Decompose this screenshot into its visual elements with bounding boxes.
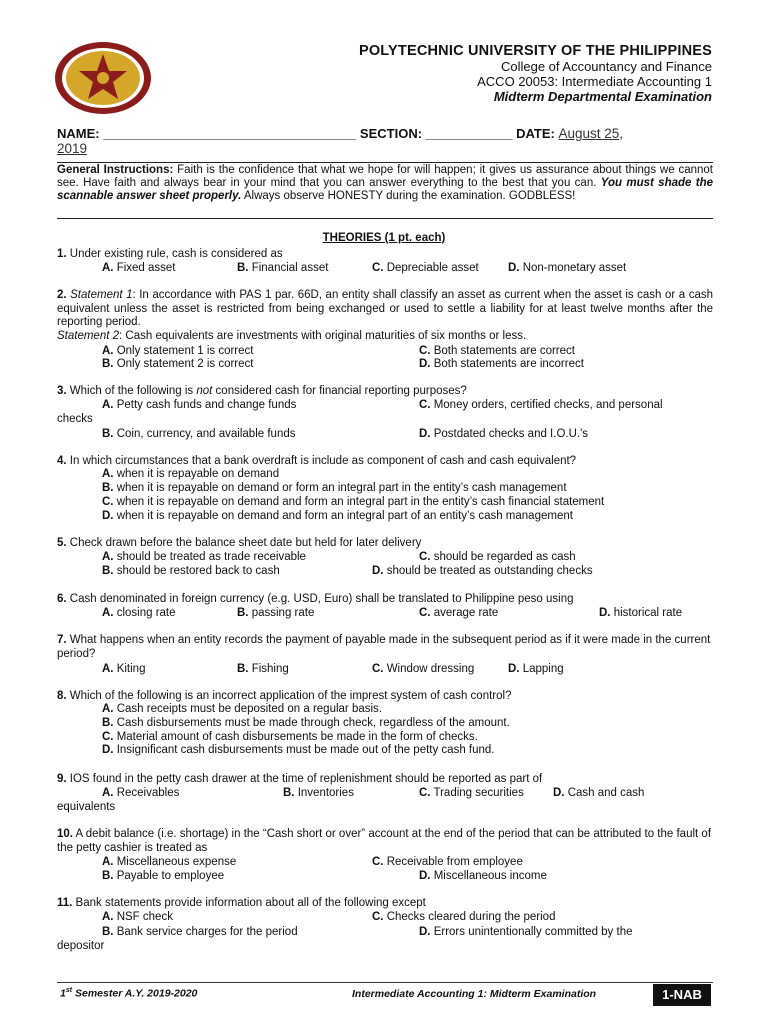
option-text: when it is repayable on demand and form an integral part of an entity’s cash management xyxy=(116,510,573,522)
q1-option-c[interactable] xyxy=(372,262,479,276)
question-number: 8. xyxy=(57,690,67,702)
option-text: should be restored back to cash xyxy=(116,565,280,577)
option-letter: A. xyxy=(102,663,114,675)
option-letter: A. xyxy=(102,703,114,715)
name-blank[interactable]: ___________________________________ xyxy=(103,126,357,141)
question-text: Which of the following is an incorrect application of the imprest system of cash control? xyxy=(66,690,512,702)
option-text: Miscellaneous income xyxy=(433,870,547,882)
option-text: when it is repayable on demand and form an integral part in the entity’s cash financial statement xyxy=(116,496,605,508)
option-letter: B. xyxy=(102,482,114,494)
option-letter: C. xyxy=(372,856,384,868)
option-letter: D. xyxy=(599,607,611,619)
option-letter: D. xyxy=(102,744,114,756)
q10-option-c[interactable] xyxy=(372,856,523,870)
option-text: Bank service charges for the period xyxy=(116,926,298,938)
option-letter: A. xyxy=(102,551,114,563)
option-letter: A. xyxy=(102,911,114,923)
option-text: Money orders, certified checks, and personal xyxy=(433,399,663,411)
option-text: Window dressing xyxy=(386,663,475,675)
q9-option-b[interactable] xyxy=(283,787,354,801)
question-text: IOS found in the petty cash drawer at the time of replenishment should be reported as part of xyxy=(66,773,543,785)
question-6 xyxy=(57,593,713,607)
option-text: should be regarded as cash xyxy=(433,551,576,563)
option-text: Non-monetary asset xyxy=(522,262,627,274)
course-name: ACCO 20053: Intermediate Accounting 1 xyxy=(477,74,712,89)
university-name: POLYTECHNIC UNIVERSITY OF THE PHILIPPINES xyxy=(358,43,712,59)
question-2 xyxy=(57,289,713,343)
q5-option-c[interactable] xyxy=(419,551,576,565)
q7-option-a[interactable] xyxy=(102,663,145,677)
option-letter: C. xyxy=(419,551,431,563)
option-letter: B. xyxy=(237,262,249,274)
option-text: Receivables xyxy=(116,787,180,799)
question-7 xyxy=(57,634,713,661)
option-text: Fishing xyxy=(251,663,289,675)
q3-option-d[interactable] xyxy=(419,428,588,442)
question-number: 6. xyxy=(57,593,67,605)
question-number: 2. xyxy=(57,289,67,301)
set-code-badge: 1-NAB xyxy=(653,984,711,1006)
q1-option-b[interactable] xyxy=(237,262,328,276)
q6-option-d[interactable] xyxy=(599,607,682,621)
option-text: Checks cleared during the period xyxy=(386,911,556,923)
question-emphasis: not xyxy=(196,385,213,397)
question-number: 9. xyxy=(57,773,67,785)
option-text: when it is repayable on demand or form an integral part in the entity’s cash management xyxy=(116,482,567,494)
option-letter: C. xyxy=(419,787,431,799)
question-text: What happens when an entity records the payment of payable made in the subsequent period as if it were made in the current period? xyxy=(57,634,711,660)
option-letter: A. xyxy=(102,345,114,357)
question-5 xyxy=(57,537,713,551)
q11-option-d-wrap xyxy=(57,940,104,954)
option-letter: C. xyxy=(419,607,431,619)
option-text: Coin, currency, and available funds xyxy=(116,428,296,440)
option-text: passing rate xyxy=(251,607,315,619)
statement-2-text: : Cash equivalents are investments with original maturities of six months or less. xyxy=(119,329,527,342)
divider-top xyxy=(57,162,713,163)
semester-text: Semester A.Y. 2019-2020 xyxy=(72,987,198,1000)
option-letter: A. xyxy=(102,607,114,619)
option-letter: C. xyxy=(372,911,384,923)
question-number: 7. xyxy=(57,634,67,646)
question-9 xyxy=(57,773,713,787)
question-text: In which circumstances that a bank overdraft is include as component of cash and cash equivalent? xyxy=(66,455,577,467)
option-text: historical rate xyxy=(613,607,683,619)
question-text: Under existing rule, cash is considered as xyxy=(66,248,283,260)
option-letter: A. xyxy=(102,787,114,799)
university-seal xyxy=(53,40,153,116)
option-text: Postdated checks and I.O.U.'s xyxy=(433,428,589,440)
option-text: closing rate xyxy=(116,607,176,619)
question-8 xyxy=(57,690,713,704)
q4-option-b[interactable] xyxy=(102,482,567,496)
q7-option-d[interactable] xyxy=(508,663,564,677)
instructions-label: General Instructions: xyxy=(57,164,174,176)
q3-option-a[interactable] xyxy=(102,399,296,413)
option-letter: D. xyxy=(553,787,565,799)
q10-option-d[interactable] xyxy=(419,870,547,884)
footer-semester xyxy=(60,987,197,1000)
option-letter: D. xyxy=(372,565,384,577)
question-number: 5. xyxy=(57,537,67,549)
question-number: 11. xyxy=(57,897,73,909)
option-text-wrap: checks xyxy=(57,413,93,425)
option-letter: D. xyxy=(419,428,431,440)
q6-option-b[interactable] xyxy=(237,607,314,621)
option-letter: C. xyxy=(419,345,431,357)
option-text: Financial asset xyxy=(251,262,329,274)
question-text: Check drawn before the balance sheet date but held for later delivery xyxy=(66,537,422,549)
q2-option-a[interactable] xyxy=(102,345,253,359)
option-text: Only statement 1 is correct xyxy=(116,345,254,357)
q8-option-d[interactable] xyxy=(102,744,495,758)
question-4 xyxy=(57,455,713,469)
q7-option-c[interactable] xyxy=(372,663,474,677)
option-letter: C. xyxy=(102,731,114,743)
option-letter: A. xyxy=(102,399,114,411)
statement-2-label: Statement 2 xyxy=(57,329,120,342)
option-letter: C. xyxy=(372,262,384,274)
option-text: Fixed asset xyxy=(116,262,176,274)
option-text: Payable to employee xyxy=(116,870,225,882)
section-title: THEORIES (1 pt. each) xyxy=(322,232,446,244)
option-text: Lapping xyxy=(522,663,564,675)
option-letter: B. xyxy=(102,428,114,440)
q11-option-d[interactable] xyxy=(419,926,633,940)
q9-option-d[interactable] xyxy=(553,787,644,801)
option-letter: C. xyxy=(372,663,384,675)
option-text: Only statement 2 is correct xyxy=(116,358,254,370)
footer-divider xyxy=(57,982,713,983)
statement-1-text: : In accordance with PAS 1 par. 66D, an entity shall classify an asset as current when the asset is cash or a cash equivalent unless the asset is restricted from being exchanged or used to settle a liability for at least twelve months after the reporting period. xyxy=(57,289,713,328)
q5-option-a[interactable] xyxy=(102,551,306,565)
option-text: Cash and cash xyxy=(567,787,645,799)
date-label: DATE: xyxy=(516,126,555,141)
name-label: NAME: xyxy=(57,126,100,141)
q9-option-c[interactable] xyxy=(419,787,524,801)
question-text: Cash denominated in foreign currency (e.g. USD, Euro) shall be translated to Philippine peso using xyxy=(66,593,574,605)
option-text: should be treated as outstanding checks xyxy=(386,565,593,577)
q6-option-a[interactable] xyxy=(102,607,176,621)
option-letter: A. xyxy=(102,468,114,480)
general-instructions xyxy=(57,164,713,204)
question-number: 3. xyxy=(57,385,67,397)
q11-option-a[interactable] xyxy=(102,911,173,925)
section-blank[interactable]: ____________ xyxy=(425,126,513,141)
option-letter: B. xyxy=(102,358,114,370)
question-10 xyxy=(57,828,713,855)
q4-option-d[interactable] xyxy=(102,510,573,524)
semester-suffix: st xyxy=(65,987,73,994)
question-number: 4. xyxy=(57,455,67,467)
option-text: Cash disbursements must be made through check, regardless of the amount. xyxy=(116,717,510,729)
option-text: Material amount of cash disbursements be made in the form of checks. xyxy=(116,731,478,743)
semester-number: 1 xyxy=(60,987,66,1000)
option-text: Petty cash funds and change funds xyxy=(116,399,297,411)
divider-bottom xyxy=(57,218,713,219)
option-text: NSF check xyxy=(116,911,173,923)
question-text-end: considered cash for financial reporting purposes? xyxy=(212,385,467,397)
option-letter: B. xyxy=(237,607,249,619)
question-1 xyxy=(57,248,713,262)
instructions-text: Faith is the confidence that what we hope for will happen; it gives us assurance about things we cannot see. Have faith and always bear in your mind that you can answer everything to the best that you can. xyxy=(57,164,713,190)
option-letter: B. xyxy=(102,717,114,729)
question-number: 10. xyxy=(57,828,73,840)
option-letter: D. xyxy=(419,358,431,370)
question-number: 1. xyxy=(57,248,67,260)
q7-option-b[interactable] xyxy=(237,663,289,677)
question-text: Which of the following is xyxy=(66,385,197,397)
q6-option-c[interactable] xyxy=(419,607,498,621)
q1-option-a[interactable] xyxy=(102,262,176,276)
option-text: Kiting xyxy=(116,663,146,675)
option-text: when it is repayable on demand xyxy=(116,468,280,480)
option-text: Depreciable asset xyxy=(386,262,479,274)
option-letter: D. xyxy=(508,262,520,274)
option-text: should be treated as trade receivable xyxy=(116,551,306,563)
q9-option-d-wrap xyxy=(57,801,115,815)
q3-option-b[interactable] xyxy=(102,428,295,442)
question-text: A debit balance (i.e. shortage) in the “Cash short or over” account at the end of the period that can be attributed to the fault of the petty cashier is treated as xyxy=(57,828,712,854)
q8-option-c[interactable] xyxy=(102,731,478,745)
q9-option-a[interactable] xyxy=(102,787,179,801)
option-text: Cash receipts must be deposited on a regular basis. xyxy=(116,703,382,715)
option-letter: D. xyxy=(508,663,520,675)
question-text: Bank statements provide information about all of the following except xyxy=(72,897,426,909)
q8-option-a[interactable] xyxy=(102,703,382,717)
date-value: August 25, xyxy=(558,126,623,141)
instructions-text-end: Always observe HONESTY during the examination. GODBLESS! xyxy=(241,190,576,203)
option-letter: B. xyxy=(102,565,114,577)
instructions-emphasis: You must shade the scannable answer sheet properly. xyxy=(57,177,714,203)
option-text: Insignificant cash disbursements must be made out of the petty cash fund. xyxy=(116,744,495,756)
q4-option-c[interactable] xyxy=(102,496,604,510)
q5-option-b[interactable] xyxy=(102,565,280,579)
q5-option-d[interactable] xyxy=(372,565,593,579)
date-year: 2019 xyxy=(57,141,88,156)
q3-option-c-wrap xyxy=(57,413,93,427)
q8-option-b[interactable] xyxy=(102,717,510,731)
option-letter: D. xyxy=(419,926,431,938)
section-label: SECTION: xyxy=(359,126,423,141)
option-letter: B. xyxy=(283,787,295,799)
q2-option-b[interactable] xyxy=(102,358,253,372)
option-letter: C. xyxy=(102,496,114,508)
q10-option-b[interactable] xyxy=(102,870,224,884)
option-letter: D. xyxy=(102,510,114,522)
option-text-wrap: equivalents xyxy=(57,801,116,813)
option-text: Receivable from employee xyxy=(386,856,523,868)
option-text: Inventories xyxy=(297,787,354,799)
option-text: Both statements are correct xyxy=(433,345,575,357)
option-text: Trading securities xyxy=(433,787,524,799)
option-letter: C. xyxy=(419,399,431,411)
option-letter: B. xyxy=(237,663,249,675)
option-letter: B. xyxy=(102,926,114,938)
exam-title: Midterm Departmental Examination xyxy=(493,89,712,104)
option-letter: A. xyxy=(102,856,114,868)
footer-course: Intermediate Accounting 1: Midterm Examination xyxy=(352,988,597,1000)
q2-option-d[interactable] xyxy=(419,358,584,372)
statement-1-label: Statement 1 xyxy=(70,289,133,301)
college-name: College of Accountancy and Finance xyxy=(500,59,712,74)
q10-option-a[interactable] xyxy=(102,856,236,870)
question-11 xyxy=(57,897,713,911)
q11-option-c[interactable] xyxy=(372,911,555,925)
option-letter: A. xyxy=(102,262,114,274)
q4-option-a[interactable] xyxy=(102,468,279,482)
option-text: Both statements are incorrect xyxy=(433,358,584,370)
university-header xyxy=(359,44,712,104)
q1-option-d[interactable] xyxy=(508,262,626,276)
option-text-wrap: depositor xyxy=(57,940,105,952)
question-3 xyxy=(57,385,713,399)
name-section-date-line xyxy=(57,126,713,156)
option-text: average rate xyxy=(433,607,499,619)
option-text: Miscellaneous expense xyxy=(116,856,237,868)
option-text: Errors unintentionally committed by the xyxy=(433,926,633,938)
q2-option-c[interactable] xyxy=(419,345,575,359)
q3-option-c[interactable] xyxy=(419,399,663,413)
q11-option-b[interactable] xyxy=(102,926,298,940)
option-letter: B. xyxy=(102,870,114,882)
option-letter: D. xyxy=(419,870,431,882)
